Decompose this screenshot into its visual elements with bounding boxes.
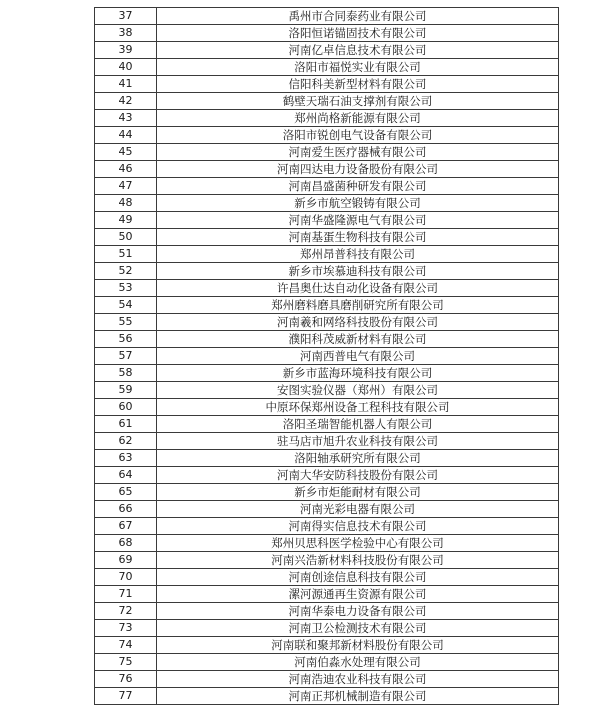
row-number-cell: 67 [95, 518, 157, 535]
row-number-cell: 57 [95, 348, 157, 365]
row-number-cell: 75 [95, 654, 157, 671]
companies-table [94, 7, 559, 705]
row-number-cell: 43 [95, 110, 157, 127]
row-number-cell: 63 [95, 450, 157, 467]
row-number-cell: 76 [95, 671, 157, 688]
table-row [95, 144, 559, 161]
row-number-cell: 74 [95, 637, 157, 654]
company-name-cell: 洛阳恒诺锚固技术有限公司 [157, 25, 559, 42]
company-name-cell: 河南创途信息科技有限公司 [157, 569, 559, 586]
company-name-cell: 河南爱生医疗器械有限公司 [157, 144, 559, 161]
row-number-cell: 66 [95, 501, 157, 518]
company-name-cell: 郑州磨料磨具磨削研究所有限公司 [157, 297, 559, 314]
company-name-cell: 新乡市蓝海环境科技有限公司 [157, 365, 559, 382]
row-number-cell: 72 [95, 603, 157, 620]
company-name-cell: 郑州贝思科医学检验中心有限公司 [157, 535, 559, 552]
table-row [95, 365, 559, 382]
company-name-cell: 河南得实信息技术有限公司 [157, 518, 559, 535]
row-number-cell: 71 [95, 586, 157, 603]
table-row [95, 382, 559, 399]
table-row [95, 93, 559, 110]
table-row [95, 467, 559, 484]
table-row [95, 535, 559, 552]
row-number-cell: 53 [95, 280, 157, 297]
row-number-cell: 65 [95, 484, 157, 501]
company-name-cell: 河南西普电气有限公司 [157, 348, 559, 365]
company-name-cell: 安图实验仪器（郑州）有限公司 [157, 382, 559, 399]
row-number-cell: 52 [95, 263, 157, 280]
table-row [95, 348, 559, 365]
table-row [95, 450, 559, 467]
table-row [95, 484, 559, 501]
table-row [95, 637, 559, 654]
company-name-cell: 河南光彩电器有限公司 [157, 501, 559, 518]
company-name-cell: 濮阳科茂威新材料有限公司 [157, 331, 559, 348]
row-number-cell: 62 [95, 433, 157, 450]
company-name-cell: 禹州市合同泰药业有限公司 [157, 8, 559, 25]
company-name-cell: 鹤壁天瑞石油支撑剂有限公司 [157, 93, 559, 110]
company-name-cell: 河南亿卓信息技术有限公司 [157, 42, 559, 59]
table-row [95, 212, 559, 229]
table-row [95, 433, 559, 450]
row-number-cell: 64 [95, 467, 157, 484]
company-name-cell: 河南伯淼水处理有限公司 [157, 654, 559, 671]
company-name-cell: 河南卫公检测技术有限公司 [157, 620, 559, 637]
company-name-cell: 洛阳市锐创电气设备有限公司 [157, 127, 559, 144]
company-name-cell: 河南基蛋生物科技有限公司 [157, 229, 559, 246]
table-row [95, 569, 559, 586]
row-number-cell: 46 [95, 161, 157, 178]
table-row [95, 586, 559, 603]
company-name-cell: 河南浩迪农业科技有限公司 [157, 671, 559, 688]
row-number-cell: 68 [95, 535, 157, 552]
table-row [95, 246, 559, 263]
table-row [95, 280, 559, 297]
table-row [95, 671, 559, 688]
company-name-cell: 新乡市埃慕迪科技有限公司 [157, 263, 559, 280]
row-number-cell: 70 [95, 569, 157, 586]
company-name-cell: 驻马店市旭升农业科技有限公司 [157, 433, 559, 450]
row-number-cell: 40 [95, 59, 157, 76]
company-name-cell: 河南正邦机械制造有限公司 [157, 688, 559, 705]
row-number-cell: 38 [95, 25, 157, 42]
row-number-cell: 47 [95, 178, 157, 195]
row-number-cell: 54 [95, 297, 157, 314]
row-number-cell: 77 [95, 688, 157, 705]
company-name-cell: 洛阳圣瑞智能机器人有限公司 [157, 416, 559, 433]
table-row [95, 552, 559, 569]
row-number-cell: 41 [95, 76, 157, 93]
row-number-cell: 58 [95, 365, 157, 382]
row-number-cell: 51 [95, 246, 157, 263]
row-number-cell: 39 [95, 42, 157, 59]
table-row [95, 688, 559, 705]
table-row [95, 297, 559, 314]
row-number-cell: 59 [95, 382, 157, 399]
row-number-cell: 44 [95, 127, 157, 144]
company-name-cell: 洛阳轴承研究所有限公司 [157, 450, 559, 467]
table-row [95, 501, 559, 518]
table-row [95, 59, 559, 76]
company-name-cell: 河南华盛隆源电气有限公司 [157, 212, 559, 229]
company-name-cell: 许昌奥仕达自动化设备有限公司 [157, 280, 559, 297]
row-number-cell: 61 [95, 416, 157, 433]
table-row [95, 195, 559, 212]
table-row [95, 603, 559, 620]
table-row [95, 127, 559, 144]
table-row [95, 110, 559, 127]
company-name-cell: 河南四达电力设备股份有限公司 [157, 161, 559, 178]
company-name-cell: 洛阳市福悦实业有限公司 [157, 59, 559, 76]
company-name-cell: 新乡市炬能耐材有限公司 [157, 484, 559, 501]
companies-table-container [94, 7, 558, 705]
table-row [95, 42, 559, 59]
company-name-cell: 河南大华安防科技股份有限公司 [157, 467, 559, 484]
table-row [95, 76, 559, 93]
company-name-cell: 河南联和聚邦新材料股份有限公司 [157, 637, 559, 654]
table-row [95, 654, 559, 671]
table-row [95, 161, 559, 178]
row-number-cell: 69 [95, 552, 157, 569]
row-number-cell: 48 [95, 195, 157, 212]
table-row [95, 8, 559, 25]
table-row [95, 518, 559, 535]
table-row [95, 178, 559, 195]
row-number-cell: 45 [95, 144, 157, 161]
company-name-cell: 新乡市航空锻铸有限公司 [157, 195, 559, 212]
company-name-cell: 中原环保郑州设备工程科技有限公司 [157, 399, 559, 416]
row-number-cell: 37 [95, 8, 157, 25]
row-number-cell: 56 [95, 331, 157, 348]
table-row [95, 331, 559, 348]
table-row [95, 314, 559, 331]
company-name-cell: 信阳科美新型材料有限公司 [157, 76, 559, 93]
row-number-cell: 50 [95, 229, 157, 246]
table-row [95, 620, 559, 637]
table-row [95, 399, 559, 416]
company-name-cell: 河南羲和网络科技股份有限公司 [157, 314, 559, 331]
company-name-cell: 郑州昂普科技有限公司 [157, 246, 559, 263]
row-number-cell: 49 [95, 212, 157, 229]
company-name-cell: 河南华泰电力设备有限公司 [157, 603, 559, 620]
row-number-cell: 60 [95, 399, 157, 416]
row-number-cell: 73 [95, 620, 157, 637]
company-name-cell: 河南兴浩新材料科技股份有限公司 [157, 552, 559, 569]
row-number-cell: 42 [95, 93, 157, 110]
company-name-cell: 河南昌盛菌种研发有限公司 [157, 178, 559, 195]
companies-table-body [95, 8, 559, 705]
company-name-cell: 郑州尚格新能源有限公司 [157, 110, 559, 127]
company-name-cell: 漯河源通再生资源有限公司 [157, 586, 559, 603]
table-row [95, 25, 559, 42]
table-row [95, 416, 559, 433]
table-row [95, 263, 559, 280]
row-number-cell: 55 [95, 314, 157, 331]
table-row [95, 229, 559, 246]
